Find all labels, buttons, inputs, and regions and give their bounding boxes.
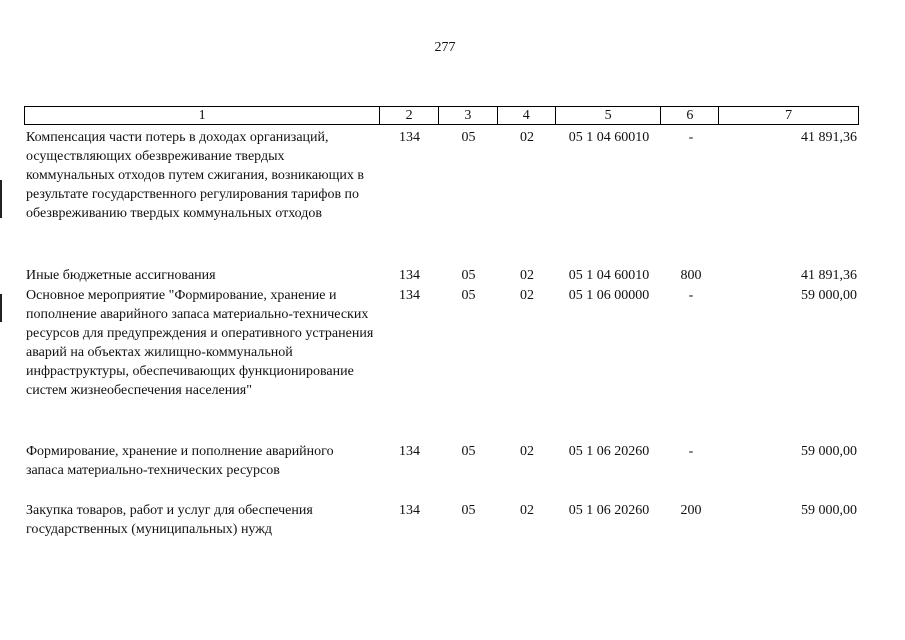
row-name: Закупка товаров, работ и услуг для обеспечения государственных (муниципальных) нужд xyxy=(26,503,313,537)
row-col-4: 02 xyxy=(520,503,534,518)
row-col-4: 02 xyxy=(520,130,534,145)
row-col-6: 800 xyxy=(680,268,702,283)
header-col-6: 6 xyxy=(661,107,719,124)
row-col-5: 05 1 06 20260 xyxy=(568,444,650,459)
row-col-5: 05 1 06 00000 xyxy=(568,288,650,303)
row-col-4: 02 xyxy=(520,288,534,303)
row-amount: 41 891,36 xyxy=(801,130,857,145)
row-col-6: - xyxy=(688,130,694,145)
row-amount: 41 891,36 xyxy=(801,268,857,283)
row-name: Иные бюджетные ассигнования xyxy=(26,268,216,283)
header-col-3: 3 xyxy=(439,107,498,124)
row-col-5: 05 1 06 20260 xyxy=(568,503,650,518)
header-col-2: 2 xyxy=(380,107,439,124)
left-margin-mark-top xyxy=(0,180,2,218)
row-col-5: 05 1 04 60010 xyxy=(568,268,650,283)
header-col-1: 1 xyxy=(25,107,380,124)
header-col-5: 5 xyxy=(556,107,662,124)
row-col-3: 05 xyxy=(461,288,476,303)
row-amount: 59 000,00 xyxy=(801,444,857,459)
row-col-6: - xyxy=(688,444,694,459)
row-col-2: 134 xyxy=(399,130,420,145)
row-col-6: 200 xyxy=(680,503,702,518)
row-col-3: 05 xyxy=(461,503,476,518)
page-number: 277 xyxy=(434,40,456,55)
row-col-3: 05 xyxy=(461,268,476,283)
table-row xyxy=(24,501,859,539)
row-col-4: 02 xyxy=(520,268,534,283)
row-col-4: 02 xyxy=(520,444,534,459)
row-col-6: - xyxy=(688,288,694,303)
row-col-2: 134 xyxy=(399,268,420,283)
table-row xyxy=(24,266,859,285)
row-col-2: 134 xyxy=(399,288,420,303)
table-row xyxy=(24,442,859,480)
row-col-2: 134 xyxy=(399,503,420,518)
row-amount: 59 000,00 xyxy=(801,288,857,303)
header-col-7: 7 xyxy=(785,108,793,123)
row-col-2: 134 xyxy=(399,444,420,459)
row-amount: 59 000,00 xyxy=(801,503,857,518)
left-margin-mark-bottom xyxy=(0,294,2,322)
row-name: Основное мероприятие "Формирование, хранение и пополнение аварийного запаса материально-технических ресурсов для предупреждения и оперативного устранения аварий на объектах жилищно-коммунальной инфраструктуры, обеспечивающих функционирование систем жизнеобеспечения населения" xyxy=(26,288,374,398)
row-col-3: 05 xyxy=(461,444,476,459)
table-row xyxy=(24,128,859,223)
row-name: Формирование, хранение и пополнение аварийного запаса материально-технических ресурсов xyxy=(26,444,334,478)
row-name: Компенсация части потерь в доходах организаций, осуществляющих обезвреживание твердых коммунальных отходов путем сжигания, возникающих в результате государственного регулирования тарифов по обезвреживанию твердых коммунальных отходов xyxy=(26,130,364,221)
table-row xyxy=(24,286,859,400)
table-header-row xyxy=(24,106,859,125)
row-col-3: 05 xyxy=(461,130,476,145)
header-col-4: 4 xyxy=(498,107,556,124)
row-col-5: 05 1 04 60010 xyxy=(568,130,650,145)
